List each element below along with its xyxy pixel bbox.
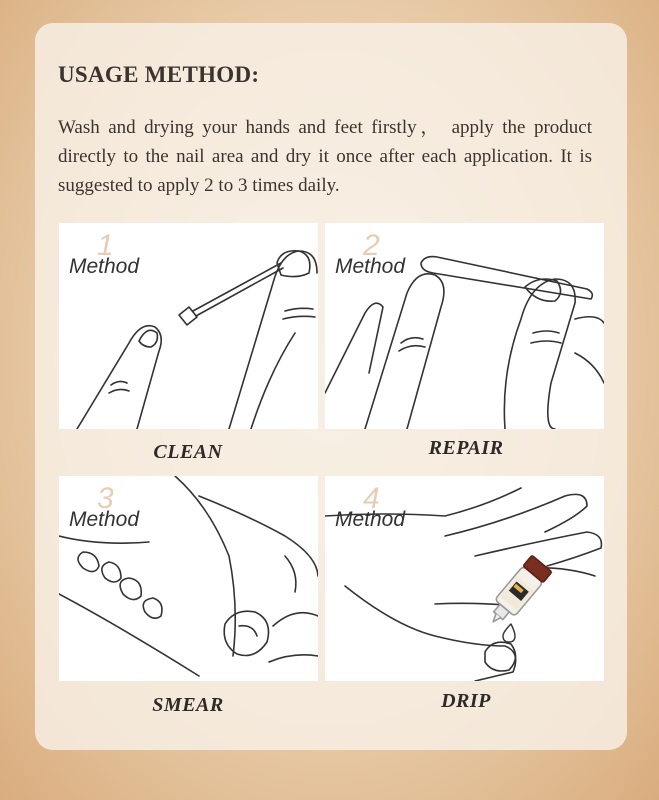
- step-number: 1: [97, 229, 114, 262]
- page-title: USAGE METHOD:: [58, 62, 260, 87]
- step-number: 2: [363, 229, 380, 262]
- step-panel-repair: [325, 223, 604, 429]
- method-label: Method: [335, 255, 406, 278]
- step-caption-drip: DRIP: [441, 690, 491, 712]
- method-label: Method: [69, 255, 140, 278]
- usage-description: Wash and drying your hands and feet firstly， apply the product directly to the nail area and dry it once after each application. It is suggested to apply 2 to 3 times daily.: [58, 117, 592, 196]
- step-panel-clean: [59, 223, 318, 429]
- method-label: Method: [69, 508, 140, 531]
- step-caption-clean: CLEAN: [153, 441, 223, 463]
- method-label: Method: [335, 508, 406, 531]
- step-caption-smear: SMEAR: [152, 694, 224, 716]
- step-number: 3: [97, 482, 114, 515]
- step-number: 4: [363, 482, 380, 515]
- step-panel-drip: [325, 476, 604, 681]
- step-panel-smear: [59, 476, 318, 681]
- step-caption-repair: REPAIR: [428, 437, 504, 459]
